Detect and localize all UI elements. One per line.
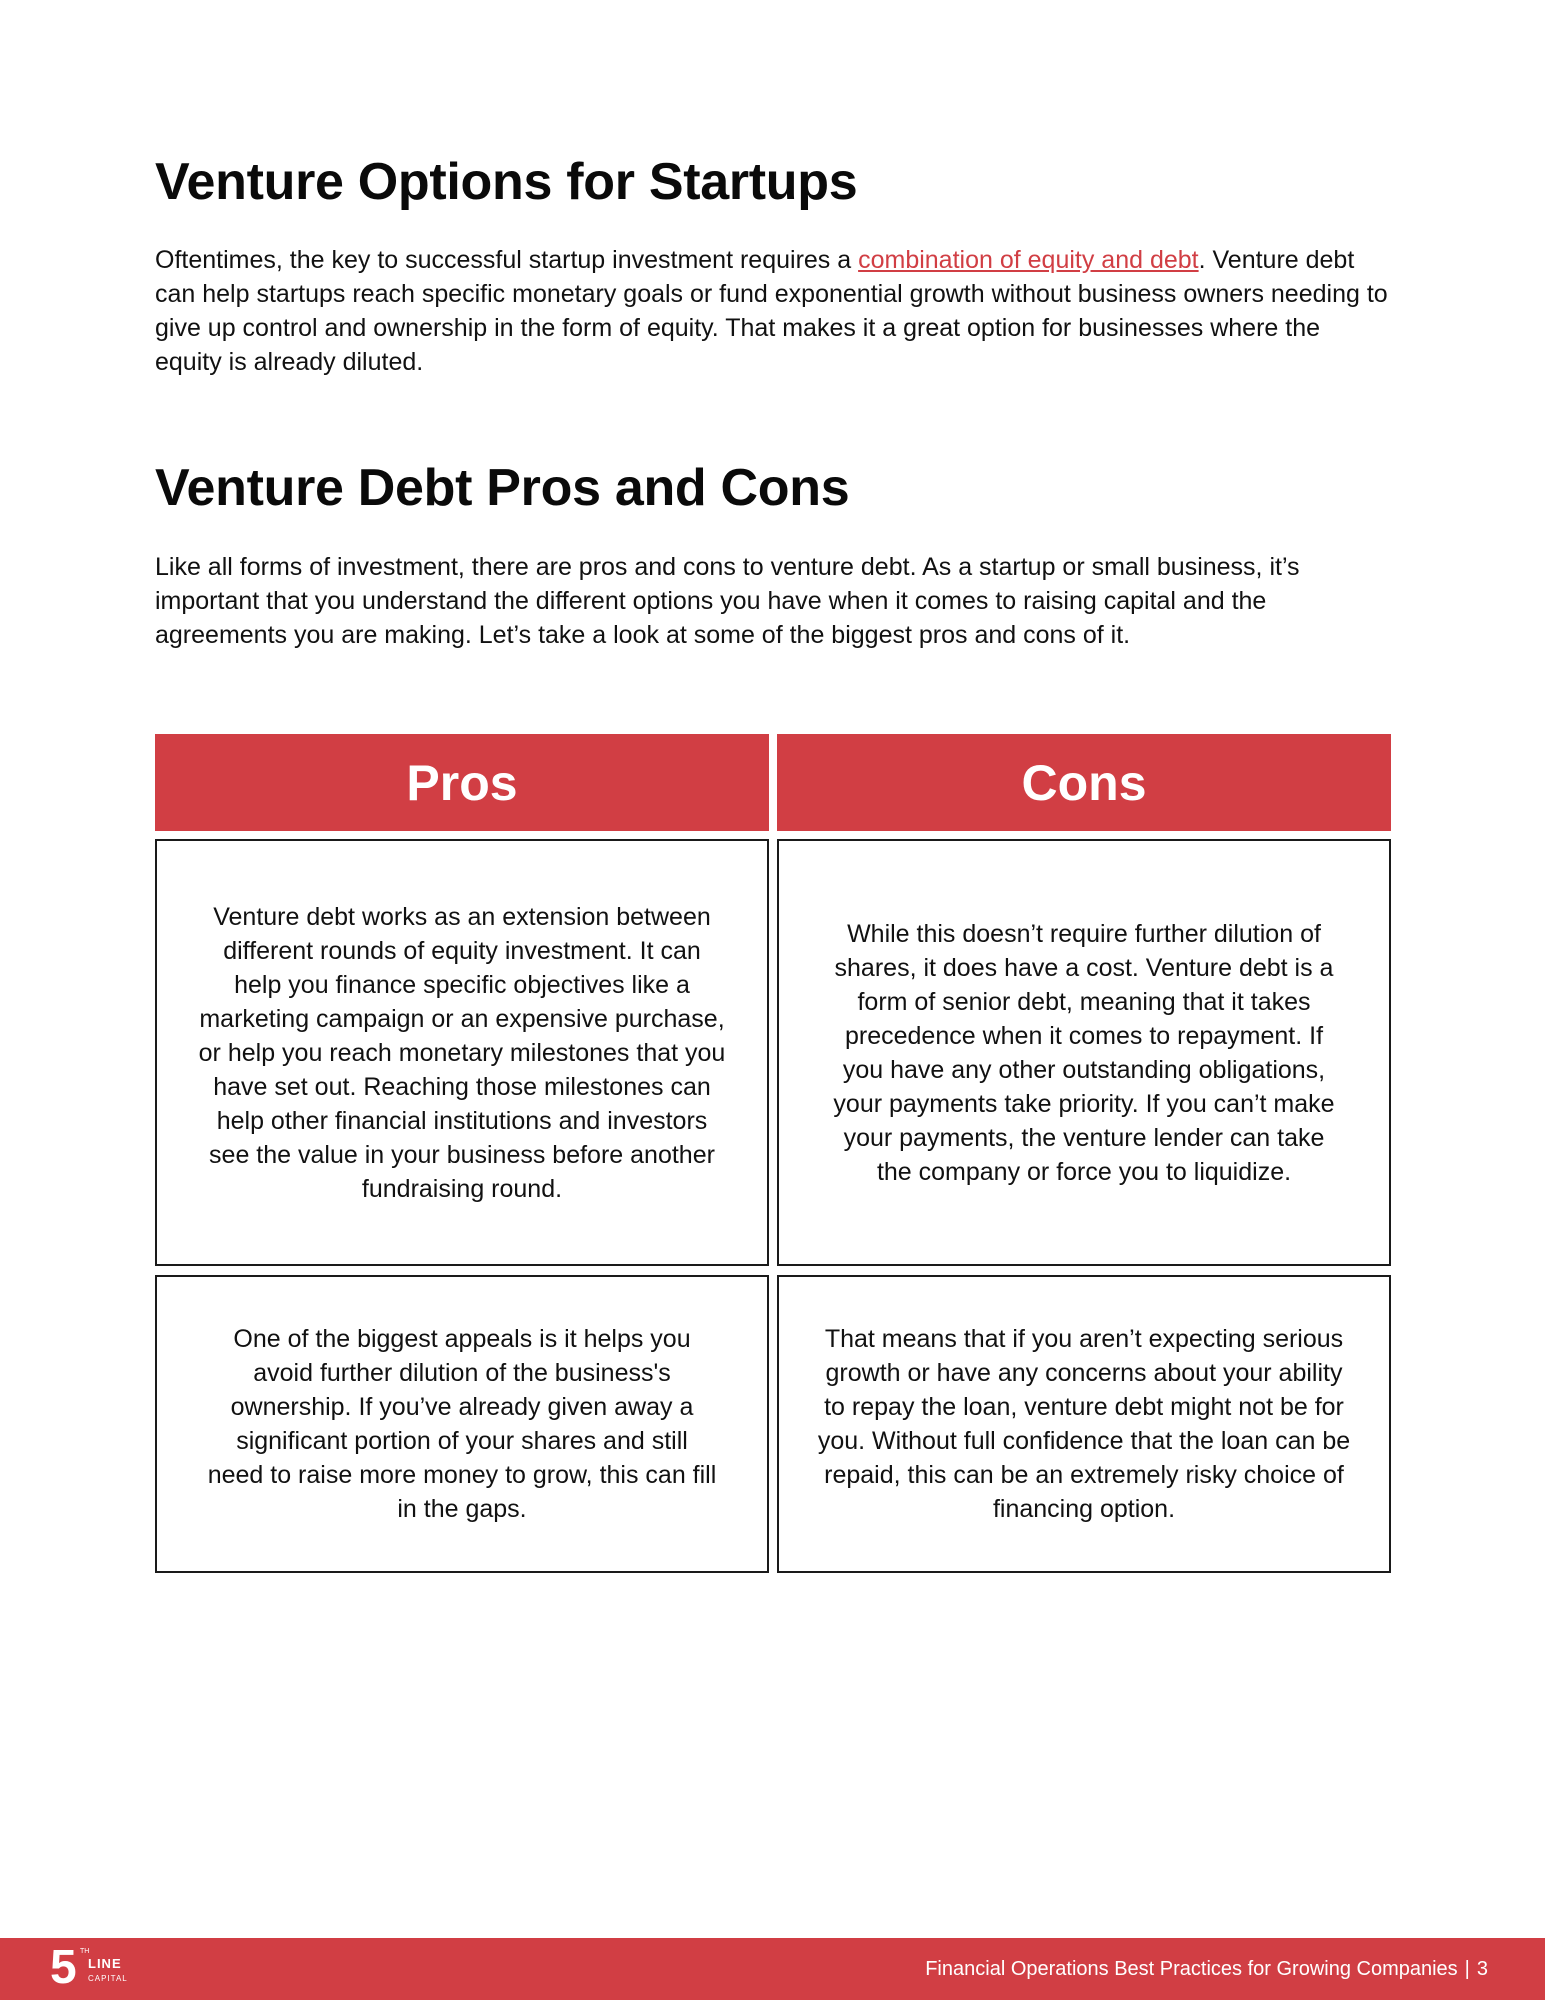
logo-line-text: LINE <box>88 1956 122 1971</box>
logo-number: 5 <box>50 1941 77 1994</box>
section-heading-venture-options: Venture Options for Startups <box>155 153 858 211</box>
footer-separator: | <box>1464 1957 1470 1980</box>
cons-header: Cons <box>777 734 1391 831</box>
page-number: 3 <box>1476 1957 1488 1980</box>
page-footer <box>0 1938 1545 2000</box>
pros-cons-paragraph: Like all forms of investment, there are pros and cons to venture debt. As a startup or small business, it’s important that you understand the different options you have when it comes to raising capital and the agreements you are making. Let’s take a look at some of the biggest pros and cons of it. <box>155 553 1300 649</box>
pros-cell-2 <box>155 1275 769 1573</box>
cons-cell-2-text: That means that if you aren’t expecting serious growth or have any concerns about your ability to repay the loan, venture debt might not be for you. Without full confidence that the loan can be repaid, this can be an extremely risky choice of financing option. <box>817 1325 1351 1523</box>
cons-cell-1-text: While this doesn’t require further dilution of shares, it does have a cost. Venture debt is a form of senior debt, meaning that it takes precedence when it comes to repayment. If you have any other outstanding obligations, your payments take priority. If you can’t make your payments, the venture lender can take the company or force you to liquidize. <box>833 919 1335 1186</box>
pros-cell-1-text: Venture debt works as an extension between different rounds of equity investment. It can help you finance specific objectives like a marketing campaign or an expensive purchase, or help you reach monetary milestones that you have set out. Reaching those milestones can help other financial institutions and investors see the value in your business before another fundraising round. <box>198 902 726 1203</box>
pros-cell-2-text: One of the biggest appeals is it helps you avoid further dilution of the business's ownership. If you’ve already given away a significant portion of your shares and still need to raise more money to grow, this can fill in the gaps. <box>207 1325 717 1523</box>
cons-cell-1 <box>777 839 1391 1266</box>
cons-cell-2 <box>777 1275 1391 1573</box>
paragraph-text-end: . Venture debt can help startups reach specific monetary goals or fund exponential growth without business owners needing to give up control and ownership in the form of equity. That makes it a great option for businesses where the equity is already diluted. <box>155 246 1388 376</box>
paragraph-text-start: Oftentimes, the key to successful startup investment requires a <box>155 246 859 274</box>
logo-trademark: TH <box>80 1948 90 1955</box>
document-title: Financial Operations Best Practices for Growing Companies <box>925 1957 1458 1980</box>
logo-capital-text: CAPITAL <box>88 1974 128 1983</box>
section-heading-pros-cons: Venture Debt Pros and Cons <box>155 459 850 517</box>
pros-cell-1 <box>155 839 769 1266</box>
pros-header: Pros <box>155 734 769 831</box>
company-logo <box>50 1941 140 1994</box>
footer-caption <box>925 1938 1488 2000</box>
equity-debt-link[interactable]: combination of equity and debt <box>858 246 1199 274</box>
venture-options-paragraph <box>155 243 1390 379</box>
